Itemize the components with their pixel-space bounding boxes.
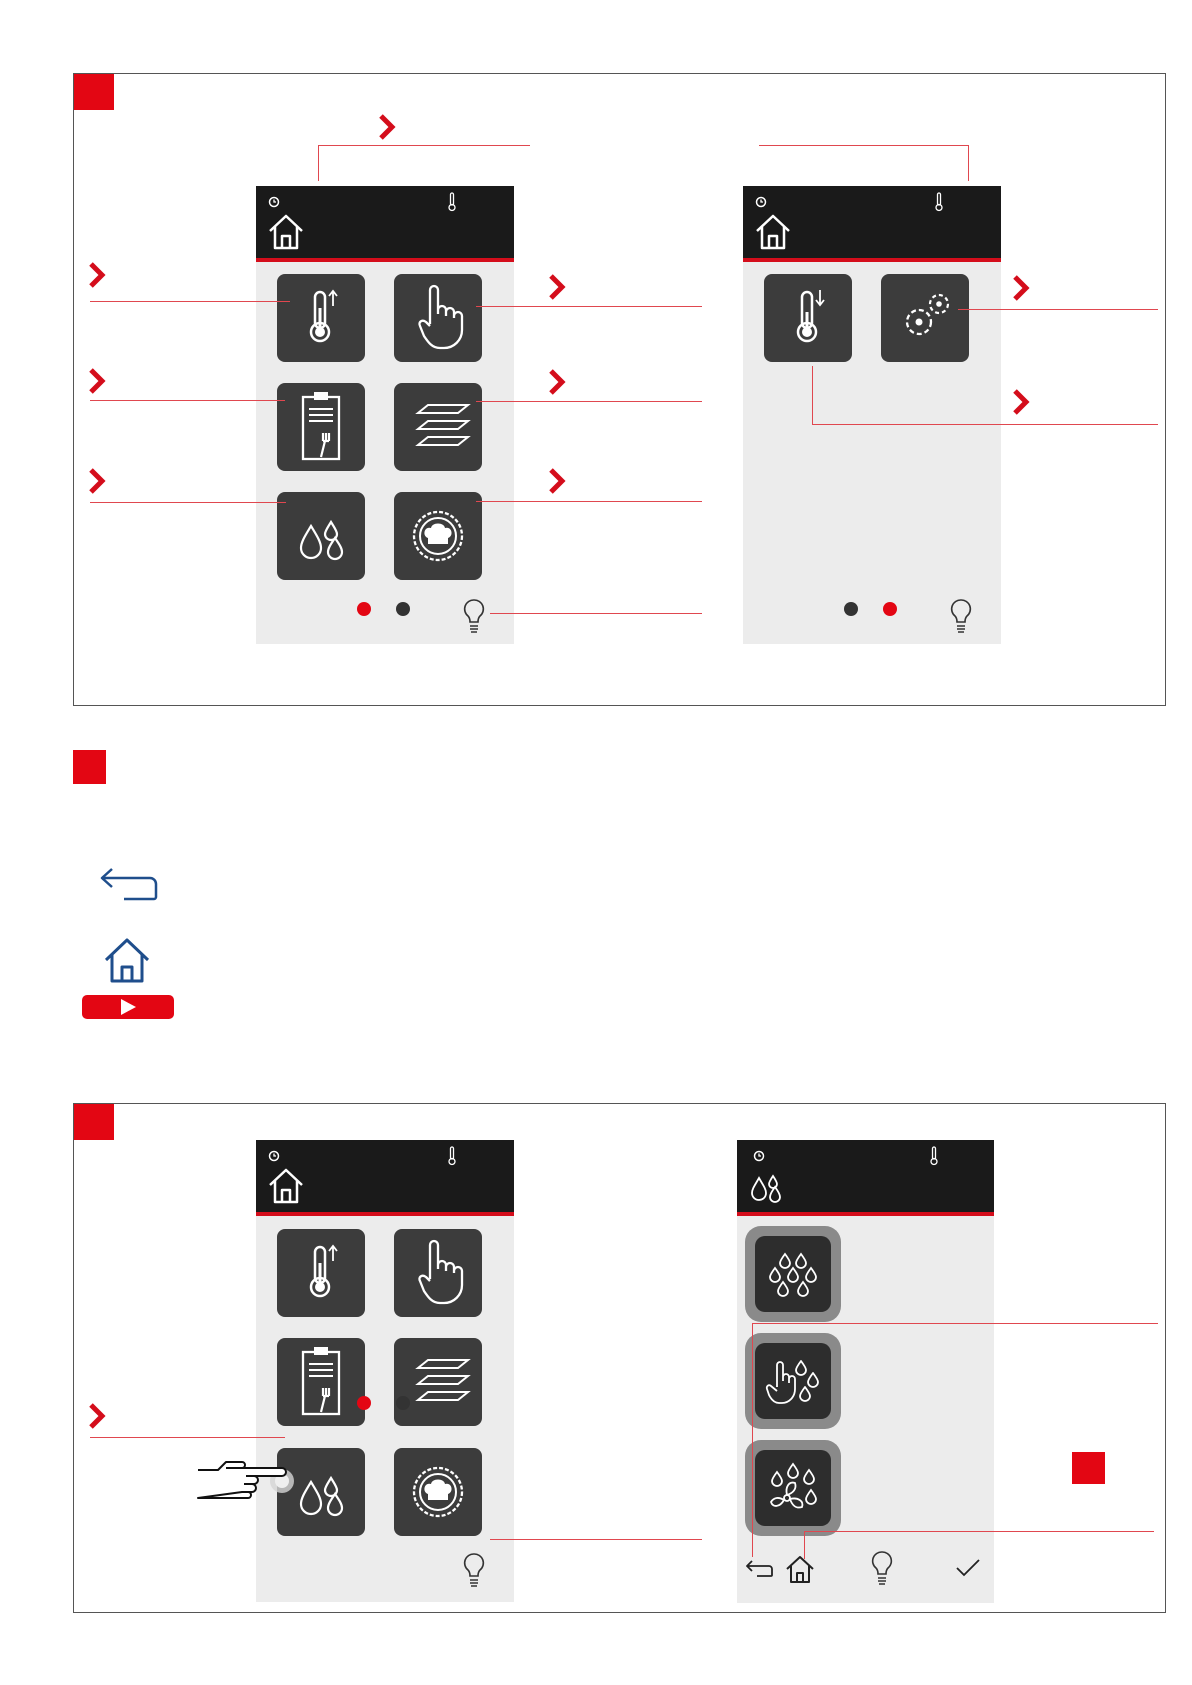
back-arrow-icon[interactable] — [745, 1558, 775, 1580]
home-icon[interactable] — [753, 212, 793, 252]
chef-icon — [394, 1448, 482, 1536]
thermometer-icon — [447, 192, 457, 212]
pager-dot-2[interactable] — [396, 1396, 410, 1410]
chevron-right-icon — [548, 274, 566, 300]
section-2-marker — [73, 750, 106, 784]
chef-tile[interactable] — [394, 492, 482, 580]
manual-mode-icon — [394, 1229, 482, 1317]
humidity-option-manual[interactable] — [745, 1333, 841, 1429]
lightbulb-icon[interactable] — [463, 1552, 485, 1588]
home-icon[interactable] — [785, 1554, 815, 1584]
thermometer-icon — [447, 1146, 457, 1166]
manual-mode-tile[interactable] — [394, 1229, 482, 1317]
screen-header — [743, 186, 1001, 262]
multilevel-icon — [394, 383, 482, 471]
section-3-frame — [73, 1103, 1166, 1613]
play-button-icon — [119, 998, 137, 1016]
home-icon — [102, 935, 152, 985]
callout-preheat — [90, 301, 290, 302]
preheat-tile[interactable] — [277, 274, 365, 362]
pager-dot-2[interactable] — [883, 602, 897, 616]
callout-cooling-drop — [812, 366, 813, 425]
pager-dot-1[interactable] — [357, 602, 371, 616]
preheat-icon — [277, 274, 365, 362]
recipes-tile[interactable] — [277, 383, 365, 471]
callout-back — [752, 1323, 1158, 1324]
drops-icon — [755, 1236, 831, 1312]
bracket-drop-right — [968, 145, 969, 181]
chevron-right-icon — [548, 468, 566, 494]
second-menu-screen — [743, 186, 1001, 644]
multilevel-tile[interactable] — [394, 1338, 482, 1426]
clock-icon — [268, 196, 280, 208]
back-arrow-icon — [98, 863, 160, 903]
preheat-icon — [277, 1229, 365, 1317]
section-1-frame — [73, 73, 1166, 706]
main-menu-screen — [256, 186, 514, 644]
chevron-right-icon — [88, 468, 106, 494]
humidity-option-fan[interactable] — [745, 1440, 841, 1536]
callout-home-drop — [804, 1531, 805, 1559]
callout-humidity — [90, 1437, 285, 1438]
callout-cooling — [812, 424, 1158, 425]
home-icon[interactable] — [266, 1166, 306, 1206]
callout-lightbulb — [490, 613, 702, 614]
screen-header — [256, 186, 514, 262]
callout-recipes — [90, 400, 285, 401]
chevron-right-icon — [88, 262, 106, 288]
chevron-right-icon — [1012, 275, 1030, 301]
humidity-screen — [737, 1140, 994, 1603]
callout-multilevel — [476, 401, 702, 402]
chef-tile[interactable] — [394, 1448, 482, 1536]
bracket-drop-left — [318, 145, 319, 181]
thermometer-icon — [934, 192, 944, 212]
main-menu-screen-step — [256, 1140, 514, 1602]
humidity-icon — [749, 1170, 783, 1204]
callout-lightbulb — [490, 1539, 702, 1540]
chevron-right-icon — [88, 368, 106, 394]
thermometer-icon — [929, 1146, 939, 1166]
pointing-hand-icon — [196, 1456, 296, 1506]
clock-icon — [753, 1150, 765, 1162]
hand-drops-icon — [755, 1343, 831, 1419]
recipes-icon — [277, 1338, 365, 1426]
callout-settings — [958, 309, 1158, 310]
humidity-option-drops[interactable] — [745, 1226, 841, 1322]
recipes-tile[interactable] — [277, 1338, 365, 1426]
settings-tile[interactable] — [881, 274, 969, 362]
settings-icon — [881, 274, 969, 362]
lightbulb-icon[interactable] — [463, 598, 485, 634]
lightbulb-icon[interactable] — [871, 1550, 893, 1586]
section-3-marker — [74, 1104, 114, 1140]
pager-dot-1[interactable] — [357, 1396, 371, 1410]
manual-mode-tile[interactable] — [394, 274, 482, 362]
humidity-tile[interactable] — [277, 492, 365, 580]
preheat-tile[interactable] — [277, 1229, 365, 1317]
section-1-marker — [74, 74, 114, 110]
pager-dot-2[interactable] — [396, 602, 410, 616]
pager-dot-1[interactable] — [844, 602, 858, 616]
bracket-line-right — [759, 145, 969, 146]
callout-humidity — [90, 502, 286, 503]
lightbulb-icon[interactable] — [950, 598, 972, 634]
screen-header — [737, 1140, 994, 1216]
callout-home — [804, 1531, 1154, 1532]
fan-drops-icon — [755, 1450, 831, 1526]
chevron-right-icon — [88, 1403, 106, 1429]
recipes-icon — [277, 383, 365, 471]
clock-icon — [755, 196, 767, 208]
home-icon[interactable] — [266, 212, 306, 252]
chef-icon — [394, 492, 482, 580]
red-marker — [1072, 1452, 1105, 1484]
manual-mode-icon — [394, 274, 482, 362]
screen-header — [256, 1140, 514, 1216]
play-button — [82, 995, 174, 1019]
multilevel-icon — [394, 1338, 482, 1426]
callout-chef — [476, 501, 702, 502]
multilevel-tile[interactable] — [394, 383, 482, 471]
callout-manual — [476, 306, 702, 307]
cooling-icon — [764, 274, 852, 362]
check-icon[interactable] — [955, 1558, 981, 1578]
chevron-right-icon — [548, 369, 566, 395]
cooling-tile[interactable] — [764, 274, 852, 362]
chevron-right-icon — [1012, 389, 1030, 415]
clock-icon — [268, 1150, 280, 1162]
humidity-icon — [277, 492, 365, 580]
callout-back-drop — [752, 1323, 753, 1557]
bracket-line-left — [318, 145, 530, 146]
chevron-right-icon — [378, 114, 396, 140]
